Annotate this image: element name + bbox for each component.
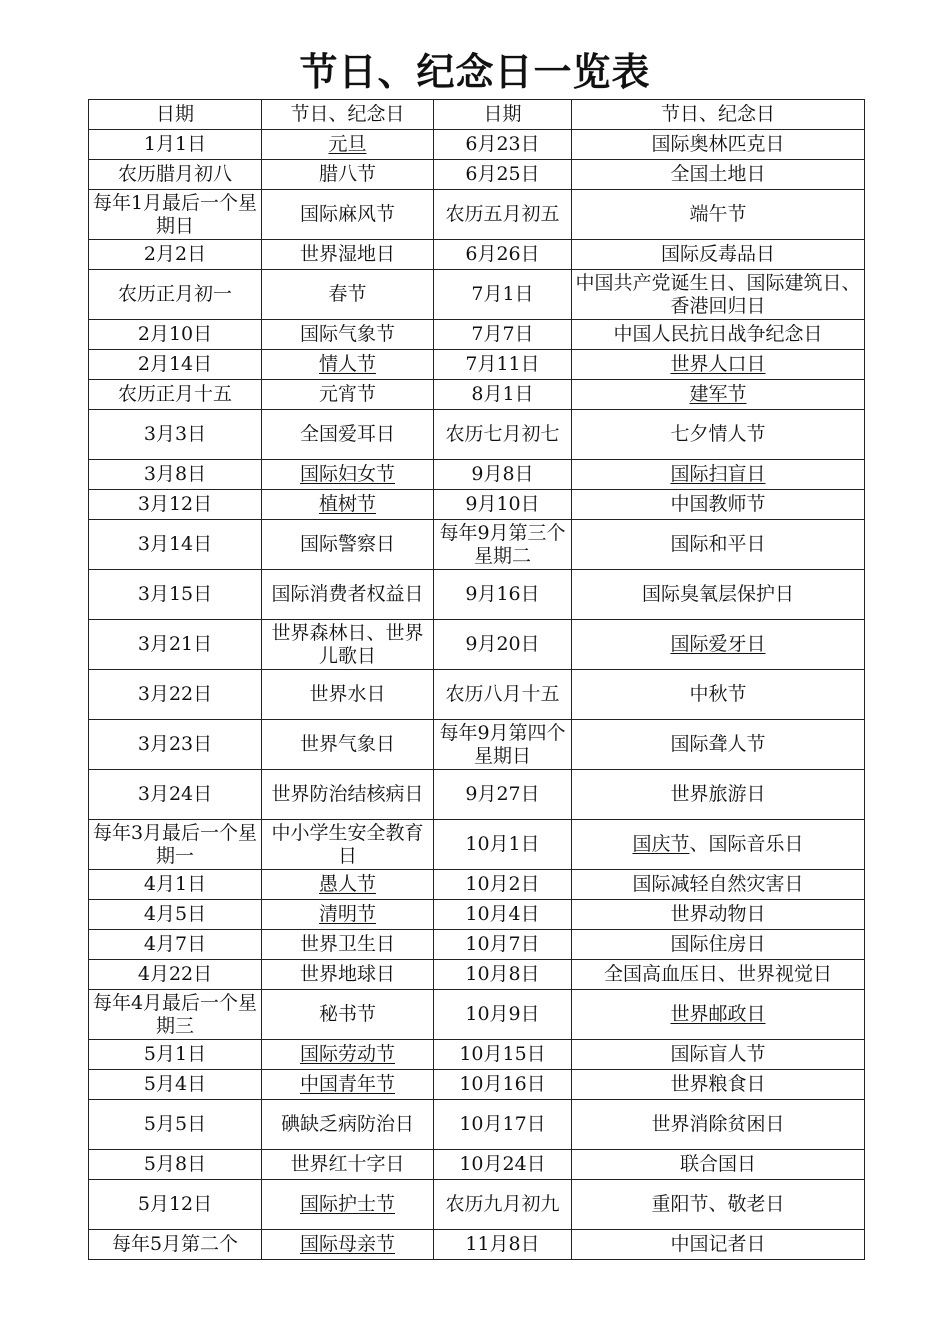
date-cell bbox=[434, 620, 572, 670]
date-cell-text: 11月8日 bbox=[465, 1233, 540, 1255]
holiday-cell-text: 国际母亲节 bbox=[299, 1233, 395, 1255]
date-cell bbox=[89, 670, 262, 720]
table-row bbox=[89, 130, 865, 160]
holiday-cell bbox=[262, 620, 434, 670]
date-cell-text: 6月26日 bbox=[465, 243, 540, 265]
holiday-cell bbox=[262, 720, 434, 770]
header-holiday-1: 节日、纪念日 bbox=[262, 100, 434, 130]
holiday-cell-text: 中国记者日 bbox=[670, 1233, 766, 1255]
holiday-cell bbox=[572, 350, 865, 380]
holiday-cell-text: 国际爱牙日 bbox=[670, 633, 766, 655]
holiday-cell-text: 全国高血压日、世界视觉日 bbox=[603, 963, 832, 985]
date-cell-text: 农历腊月初八 bbox=[117, 163, 232, 185]
date-cell bbox=[434, 460, 572, 490]
table-header-row bbox=[89, 100, 865, 130]
holiday-cell bbox=[572, 240, 865, 270]
date-cell-text: 6月25日 bbox=[465, 163, 540, 185]
date-cell bbox=[89, 190, 262, 240]
table-row bbox=[89, 460, 865, 490]
date-cell-text: 7月11日 bbox=[465, 353, 540, 375]
holiday-cell bbox=[262, 460, 434, 490]
holiday-cell-text: 世界人口日 bbox=[670, 353, 766, 375]
date-cell-text: 4月22日 bbox=[137, 963, 213, 985]
holiday-cell-text: 世界气象日 bbox=[299, 733, 395, 755]
holiday-cell bbox=[262, 490, 434, 520]
date-cell bbox=[434, 130, 572, 160]
holiday-cell-text: 国际妇女节 bbox=[299, 463, 395, 485]
holiday-cell bbox=[572, 570, 865, 620]
date-cell bbox=[434, 1100, 572, 1150]
date-cell bbox=[434, 1070, 572, 1100]
date-cell-text: 农历七月初七 bbox=[445, 423, 560, 445]
date-cell-text: 7月1日 bbox=[471, 283, 534, 305]
holiday-cell-text: 情人节 bbox=[318, 353, 376, 375]
holiday-cell bbox=[572, 1150, 865, 1180]
date-cell-text: 7月7日 bbox=[471, 323, 534, 345]
date-cell bbox=[89, 410, 262, 460]
date-cell bbox=[89, 720, 262, 770]
holiday-cell bbox=[572, 320, 865, 350]
holiday-cell bbox=[572, 820, 865, 870]
holiday-cell-text: 植树节 bbox=[318, 493, 376, 515]
holiday-cell-text: 世界地球日 bbox=[299, 963, 395, 985]
date-cell bbox=[434, 270, 572, 320]
date-cell bbox=[434, 520, 572, 570]
holiday-cell bbox=[262, 270, 434, 320]
date-cell-text: 3月3日 bbox=[143, 423, 207, 445]
holiday-cell-text: 国际扫盲日 bbox=[670, 463, 766, 485]
date-cell bbox=[89, 1180, 262, 1230]
table-row bbox=[89, 820, 865, 870]
table-row bbox=[89, 1230, 865, 1260]
holiday-cell-text: 碘缺乏病防治日 bbox=[280, 1113, 414, 1135]
date-cell-text: 4月1日 bbox=[143, 873, 207, 895]
table-body bbox=[89, 130, 865, 1260]
holiday-cell-text: 中国青年节 bbox=[299, 1073, 395, 1095]
holiday-cell-text: 世界卫生日 bbox=[299, 933, 395, 955]
date-cell-text: 2月14日 bbox=[137, 353, 213, 375]
date-cell-text: 农历正月十五 bbox=[117, 383, 232, 405]
date-cell bbox=[89, 1230, 262, 1260]
date-cell bbox=[89, 990, 262, 1040]
holiday-cell bbox=[572, 930, 865, 960]
holiday-cell-text: 世界动物日 bbox=[670, 903, 766, 925]
holiday-cell-text: 世界邮政日 bbox=[670, 1003, 766, 1025]
date-cell bbox=[434, 1040, 572, 1070]
date-cell bbox=[434, 350, 572, 380]
date-cell-text: 9月8日 bbox=[471, 463, 534, 485]
holiday-cell-text: 世界水日 bbox=[309, 683, 386, 705]
holiday-cell bbox=[572, 720, 865, 770]
holiday-cell-text: 国际警察日 bbox=[299, 533, 395, 555]
table-row bbox=[89, 520, 865, 570]
holiday-cell-text: 国际反毒品日 bbox=[660, 243, 775, 265]
date-cell-text: 每年3月最后一个星期一 bbox=[92, 821, 258, 867]
holiday-cell bbox=[572, 1180, 865, 1230]
date-cell-text: 10月15日 bbox=[459, 1043, 546, 1065]
table-row bbox=[89, 720, 865, 770]
holiday-cell bbox=[262, 990, 434, 1040]
date-cell bbox=[89, 960, 262, 990]
date-cell bbox=[434, 1180, 572, 1230]
date-cell-text: 10月1日 bbox=[465, 833, 540, 855]
date-cell-text: 3月8日 bbox=[143, 463, 207, 485]
date-cell bbox=[89, 1150, 262, 1180]
holiday-cell bbox=[262, 350, 434, 380]
holiday-cell-text: 重阳节、敬老日 bbox=[651, 1193, 785, 1215]
holiday-cell bbox=[262, 1100, 434, 1150]
holiday-cell bbox=[572, 870, 865, 900]
date-cell-text: 9月20日 bbox=[465, 633, 540, 655]
holiday-cell bbox=[262, 240, 434, 270]
holiday-cell bbox=[572, 620, 865, 670]
header-holiday-2: 节日、纪念日 bbox=[572, 100, 865, 130]
holiday-cell bbox=[572, 380, 865, 410]
date-cell bbox=[434, 160, 572, 190]
holiday-cell bbox=[572, 130, 865, 160]
holiday-cell-text: 、国际音乐日 bbox=[689, 833, 804, 855]
table-row bbox=[89, 240, 865, 270]
holiday-cell bbox=[572, 1040, 865, 1070]
holiday-cell-text: 国际消费者权益日 bbox=[271, 583, 424, 605]
holiday-cell-text: 中国共产党诞生日、国际建筑日、香港回归日 bbox=[575, 271, 861, 317]
holiday-cell-text: 中小学生安全教育日 bbox=[271, 821, 424, 867]
holiday-cell bbox=[572, 670, 865, 720]
date-cell-text: 5月12日 bbox=[137, 1193, 213, 1215]
holiday-cell bbox=[262, 960, 434, 990]
holiday-cell bbox=[262, 520, 434, 570]
holiday-cell-text: 春节 bbox=[328, 283, 367, 305]
date-cell bbox=[89, 520, 262, 570]
date-cell-text: 10月24日 bbox=[459, 1153, 546, 1175]
date-cell bbox=[434, 240, 572, 270]
header-date-1: 日期 bbox=[89, 100, 262, 130]
date-cell bbox=[89, 490, 262, 520]
date-cell-text: 3月15日 bbox=[137, 583, 213, 605]
holiday-cell-text: 全国土地日 bbox=[670, 163, 766, 185]
date-cell bbox=[89, 350, 262, 380]
holiday-cell bbox=[572, 460, 865, 490]
holiday-cell bbox=[262, 1040, 434, 1070]
table-row bbox=[89, 410, 865, 460]
holiday-table bbox=[88, 99, 865, 1260]
holiday-cell bbox=[262, 820, 434, 870]
date-cell-text: 9月16日 bbox=[465, 583, 540, 605]
date-cell-text: 6月23日 bbox=[465, 133, 540, 155]
table-row bbox=[89, 320, 865, 350]
table-row bbox=[89, 380, 865, 410]
holiday-cell bbox=[262, 1150, 434, 1180]
date-cell-text: 10月4日 bbox=[465, 903, 540, 925]
date-cell bbox=[89, 460, 262, 490]
date-cell bbox=[434, 820, 572, 870]
date-cell bbox=[434, 720, 572, 770]
holiday-cell-text: 国际护士节 bbox=[299, 1193, 395, 1215]
date-cell-text: 3月23日 bbox=[137, 733, 213, 755]
date-cell-text: 9月27日 bbox=[465, 783, 540, 805]
date-cell bbox=[434, 930, 572, 960]
holiday-cell bbox=[262, 160, 434, 190]
holiday-cell-text: 世界旅游日 bbox=[670, 783, 766, 805]
holiday-cell bbox=[262, 670, 434, 720]
date-cell bbox=[434, 320, 572, 350]
date-cell bbox=[434, 1230, 572, 1260]
holiday-cell-text: 国际气象节 bbox=[299, 323, 395, 345]
date-cell-text: 农历八月十五 bbox=[445, 683, 560, 705]
date-cell-text: 3月24日 bbox=[137, 783, 213, 805]
table-row bbox=[89, 570, 865, 620]
date-cell bbox=[89, 820, 262, 870]
date-cell bbox=[434, 990, 572, 1040]
holiday-cell bbox=[572, 990, 865, 1040]
date-cell bbox=[434, 960, 572, 990]
holiday-cell bbox=[262, 570, 434, 620]
holiday-cell bbox=[572, 1070, 865, 1100]
holiday-cell-text: 中国教师节 bbox=[670, 493, 766, 515]
table-row bbox=[89, 990, 865, 1040]
holiday-cell-text: 世界红十字日 bbox=[290, 1153, 405, 1175]
holiday-cell-text: 愚人节 bbox=[318, 873, 376, 895]
date-cell-text: 8月1日 bbox=[471, 383, 534, 405]
holiday-cell bbox=[572, 960, 865, 990]
holiday-cell bbox=[572, 490, 865, 520]
holiday-cell-text: 腊八节 bbox=[318, 163, 376, 185]
date-cell-text: 每年5月第二个 bbox=[111, 1233, 239, 1255]
holiday-cell bbox=[262, 1230, 434, 1260]
holiday-cell bbox=[262, 380, 434, 410]
holiday-cell-text: 清明节 bbox=[318, 903, 376, 925]
date-cell bbox=[434, 490, 572, 520]
table-row bbox=[89, 190, 865, 240]
holiday-cell-text: 中国人民抗日战争纪念日 bbox=[613, 323, 823, 345]
holiday-cell bbox=[572, 410, 865, 460]
holiday-cell-text: 秘书节 bbox=[318, 1003, 376, 1025]
date-cell bbox=[89, 570, 262, 620]
holiday-cell-text: 全国爱耳日 bbox=[299, 423, 395, 445]
holiday-cell-text: 国际减轻自然灾害日 bbox=[632, 873, 804, 895]
holiday-cell-text: 国际奥林匹克日 bbox=[651, 133, 785, 155]
holiday-cell-text: 国际臭氧层保护日 bbox=[641, 583, 794, 605]
holiday-cell-text: 联合国日 bbox=[679, 1153, 756, 1175]
date-cell bbox=[434, 900, 572, 930]
holiday-cell-text: 七夕情人节 bbox=[670, 423, 766, 445]
table-row bbox=[89, 1040, 865, 1070]
holiday-cell-text: 国际盲人节 bbox=[670, 1043, 766, 1065]
holiday-cell bbox=[262, 870, 434, 900]
date-cell-text: 4月5日 bbox=[143, 903, 207, 925]
date-cell bbox=[434, 380, 572, 410]
date-cell-text: 3月21日 bbox=[137, 633, 213, 655]
date-cell-text: 10月9日 bbox=[465, 1003, 540, 1025]
holiday-cell-text: 世界粮食日 bbox=[670, 1073, 766, 1095]
date-cell-text: 10月8日 bbox=[465, 963, 540, 985]
holiday-cell-text: 国际住房日 bbox=[670, 933, 766, 955]
date-cell bbox=[89, 870, 262, 900]
header-date-2: 日期 bbox=[434, 100, 572, 130]
date-cell-text: 9月10日 bbox=[465, 493, 540, 515]
date-cell-text: 5月8日 bbox=[143, 1153, 207, 1175]
date-cell-text: 5月1日 bbox=[143, 1043, 207, 1065]
table-row bbox=[89, 1100, 865, 1150]
holiday-cell-text: 国际麻风节 bbox=[299, 203, 395, 225]
date-cell bbox=[89, 1100, 262, 1150]
holiday-cell bbox=[572, 900, 865, 930]
date-cell bbox=[89, 770, 262, 820]
date-cell bbox=[89, 160, 262, 190]
date-cell-text: 5月4日 bbox=[143, 1073, 207, 1095]
holiday-cell-text: 元旦 bbox=[328, 133, 367, 155]
holiday-cell-text: 世界消除贫困日 bbox=[651, 1113, 785, 1135]
holiday-cell-text: 国际聋人节 bbox=[670, 733, 766, 755]
date-cell-text: 10月2日 bbox=[465, 873, 540, 895]
table-row bbox=[89, 960, 865, 990]
holiday-cell bbox=[262, 320, 434, 350]
date-cell bbox=[434, 570, 572, 620]
date-cell bbox=[434, 670, 572, 720]
date-cell bbox=[89, 900, 262, 930]
date-cell bbox=[89, 130, 262, 160]
holiday-cell-text: 建军节 bbox=[689, 383, 747, 405]
date-cell-text: 每年1月最后一个星期日 bbox=[92, 191, 258, 237]
table-row bbox=[89, 490, 865, 520]
date-cell-text: 3月22日 bbox=[137, 683, 213, 705]
holiday-cell bbox=[572, 270, 865, 320]
holiday-cell bbox=[262, 900, 434, 930]
holiday-cell bbox=[572, 1100, 865, 1150]
date-cell bbox=[434, 870, 572, 900]
date-cell-text: 5月5日 bbox=[143, 1113, 207, 1135]
holiday-cell-text: 国际和平日 bbox=[670, 533, 766, 555]
holiday-cell bbox=[262, 1070, 434, 1100]
date-cell-text: 1月1日 bbox=[143, 133, 207, 155]
holiday-cell-text: 世界森林日、世界儿歌日 bbox=[271, 621, 424, 667]
holiday-cell-text: 世界防治结核病日 bbox=[271, 783, 424, 805]
table-row bbox=[89, 270, 865, 320]
holiday-cell bbox=[572, 520, 865, 570]
table-row bbox=[89, 870, 865, 900]
holiday-cell bbox=[572, 1230, 865, 1260]
table-row bbox=[89, 350, 865, 380]
holiday-cell-text: 世界湿地日 bbox=[299, 243, 395, 265]
date-cell bbox=[89, 620, 262, 670]
table-row bbox=[89, 930, 865, 960]
holiday-cell-text: 端午节 bbox=[689, 203, 747, 225]
holiday-cell bbox=[262, 130, 434, 160]
holiday-cell-text: 国庆节 bbox=[632, 833, 690, 855]
date-cell-text: 农历九月初九 bbox=[445, 1193, 560, 1215]
date-cell-text: 每年9月第三个星期二 bbox=[439, 521, 566, 567]
date-cell bbox=[89, 380, 262, 410]
holiday-cell bbox=[572, 190, 865, 240]
date-cell-text: 2月2日 bbox=[143, 243, 207, 265]
holiday-cell bbox=[262, 410, 434, 460]
date-cell bbox=[89, 270, 262, 320]
page-title: 节日、纪念日一览表 bbox=[299, 49, 651, 94]
table-row bbox=[89, 160, 865, 190]
date-cell-text: 3月14日 bbox=[137, 533, 213, 555]
holiday-cell bbox=[572, 160, 865, 190]
holiday-cell-text: 国际劳动节 bbox=[299, 1043, 395, 1065]
date-cell-text: 10月7日 bbox=[465, 933, 540, 955]
date-cell-text: 农历五月初五 bbox=[445, 203, 560, 225]
date-cell-text: 10月16日 bbox=[459, 1073, 546, 1095]
holiday-cell-text: 元宵节 bbox=[318, 383, 376, 405]
date-cell bbox=[89, 320, 262, 350]
date-cell bbox=[434, 410, 572, 460]
holiday-cell-text: 中秋节 bbox=[689, 683, 747, 705]
holiday-cell bbox=[262, 770, 434, 820]
table-row bbox=[89, 1070, 865, 1100]
date-cell-text: 2月10日 bbox=[137, 323, 213, 345]
date-cell-text: 农历正月初一 bbox=[117, 283, 232, 305]
date-cell bbox=[89, 240, 262, 270]
table-row bbox=[89, 770, 865, 820]
date-cell-text: 10月17日 bbox=[459, 1113, 546, 1135]
date-cell bbox=[434, 190, 572, 240]
table-row bbox=[89, 620, 865, 670]
table-row bbox=[89, 1150, 865, 1180]
table-row bbox=[89, 1180, 865, 1230]
table-row bbox=[89, 670, 865, 720]
date-cell bbox=[89, 930, 262, 960]
table-row bbox=[89, 900, 865, 930]
date-cell bbox=[434, 1150, 572, 1180]
date-cell bbox=[434, 770, 572, 820]
date-cell bbox=[89, 1070, 262, 1100]
date-cell-text: 3月12日 bbox=[137, 493, 213, 515]
holiday-cell bbox=[262, 190, 434, 240]
holiday-cell bbox=[262, 1180, 434, 1230]
holiday-cell bbox=[262, 930, 434, 960]
holiday-cell bbox=[572, 770, 865, 820]
date-cell bbox=[89, 1040, 262, 1070]
date-cell-text: 每年9月第四个星期日 bbox=[439, 721, 566, 767]
date-cell-text: 4月7日 bbox=[143, 933, 207, 955]
date-cell-text: 每年4月最后一个星期三 bbox=[92, 991, 258, 1037]
